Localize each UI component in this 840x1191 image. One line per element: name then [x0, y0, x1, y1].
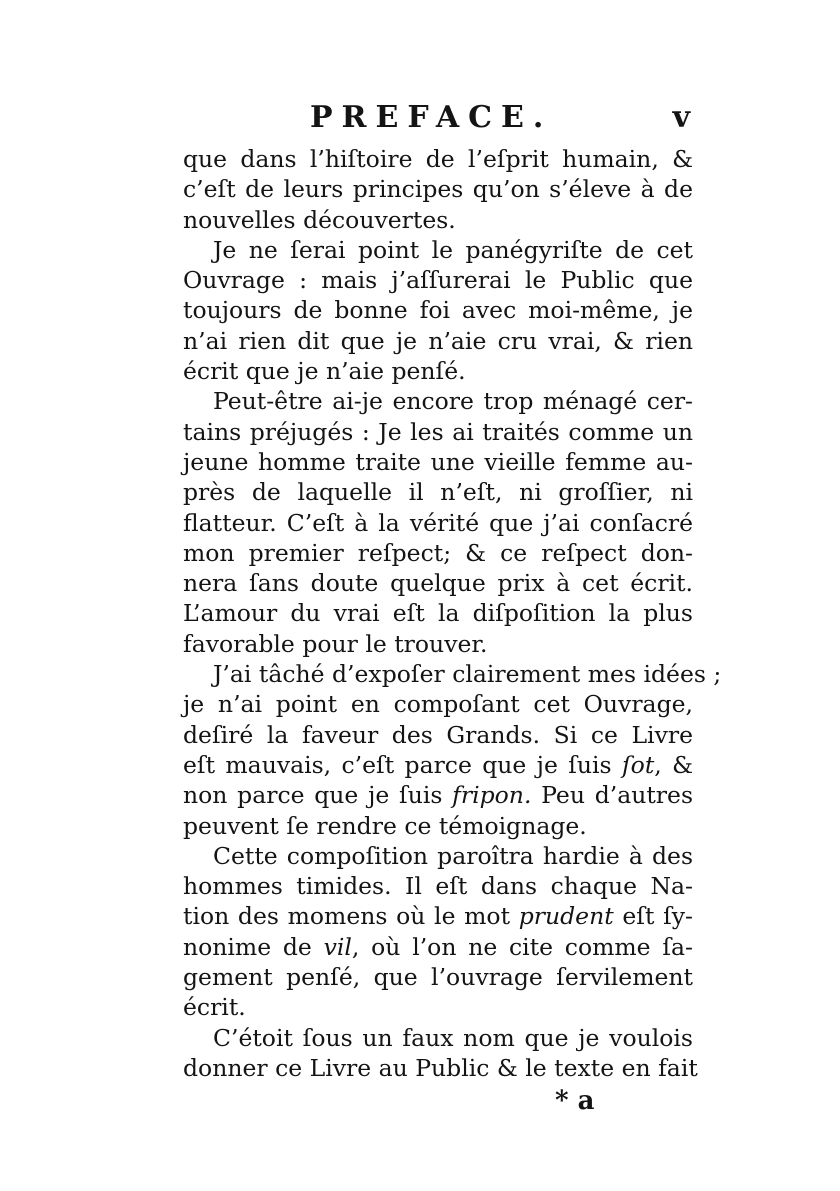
text-line: J’ai tâché d’expoſer clairement mes idées ;: [213, 660, 722, 689]
text-line: près de laquelle il n’eſt, ni groſſier, ni: [183, 478, 693, 507]
running-head-title: PREFACE.: [310, 100, 553, 135]
page-number: v: [672, 100, 690, 135]
body-text: [183, 144, 722, 1083]
text-line: toujours de bonne foi avec moi-même, je: [183, 296, 693, 325]
text-line: écrit.: [183, 993, 246, 1022]
text-line: n’ai rien dit que je n’aie cru vrai, & rien: [183, 326, 693, 355]
text-segment: tion des momens où le mot: [183, 902, 511, 931]
text-line: que dans l’hiſtoire de l’eſprit humain, &: [183, 145, 693, 173]
text-line: peuvent ſe rendre ce témoignage.: [183, 811, 587, 840]
text-line: tains préjugés : Je les ai traités comme un: [183, 417, 693, 446]
text-line: c’eſt de leurs principes qu’on s’éleve à de: [183, 175, 693, 204]
text-line: L’amour du vrai eſt la diſpoſition la plus: [183, 599, 693, 628]
text-line: je n’ai point en compoſant cet Ouvrage,: [183, 690, 693, 719]
text-line: hommes timides. Il eſt dans chaque Na-: [183, 872, 693, 901]
text-line: Peut-être ai-je encore trop ménagé cer-: [213, 387, 693, 416]
italic-word: fripon.: [452, 781, 532, 810]
text-line: donner ce Livre au Public & le texte en fait: [183, 1053, 698, 1082]
italic-word: ſot: [621, 750, 655, 779]
text-line-mixed: [183, 780, 693, 810]
text-segment: , &: [654, 750, 693, 779]
text-line: jeune homme traite une vieille femme au-: [183, 447, 693, 476]
text-line: C’étoit ſous un faux nom que je voulois: [213, 1023, 693, 1052]
text-line: favorable pour le trouver.: [183, 629, 488, 658]
text-line: écrit que je n’aie penſé.: [183, 357, 466, 386]
text-segment: eſt ſy-: [613, 902, 693, 931]
running-head: [300, 100, 690, 144]
text-line: Cette compoſition paroîtra hardie à des: [213, 841, 693, 870]
text-line: nera ſans doute quelque prix à cet écrit.: [183, 569, 693, 598]
signature-mark: * a: [555, 1086, 595, 1116]
text-segment: eſt mauvais, c’eſt parce que je ſuis: [183, 750, 612, 779]
text-line: deſiré la faveur des Grands. Si ce Livre: [183, 720, 693, 749]
italic-word: vil: [323, 932, 352, 961]
text-line: flatteur. C’eſt à la vérité que j’ai conſacré: [183, 508, 693, 537]
text-line-mixed: [183, 750, 693, 780]
text-line: mon premier reſpect; & ce reſpect don-: [183, 538, 693, 567]
text-line-mixed: [183, 901, 693, 931]
italic-word: prudent: [518, 902, 614, 931]
text-segment: non parce que je ſuis: [183, 781, 443, 810]
text-line: Ouvrage : mais j’aſſurerai le Public que: [183, 266, 693, 295]
text-line: nouvelles découvertes.: [183, 205, 456, 234]
text-line: Je ne ſerai point le panégyriſte de cet: [213, 235, 693, 264]
text-line: gement penſé, que l’ouvrage ſervilement: [183, 963, 693, 992]
text-segment: nonime de: [183, 932, 312, 961]
text-line-mixed: [183, 932, 693, 962]
text-segment: , où l’on ne cite comme ſa-: [351, 932, 693, 961]
text-segment: Peu d’autres: [531, 781, 693, 810]
